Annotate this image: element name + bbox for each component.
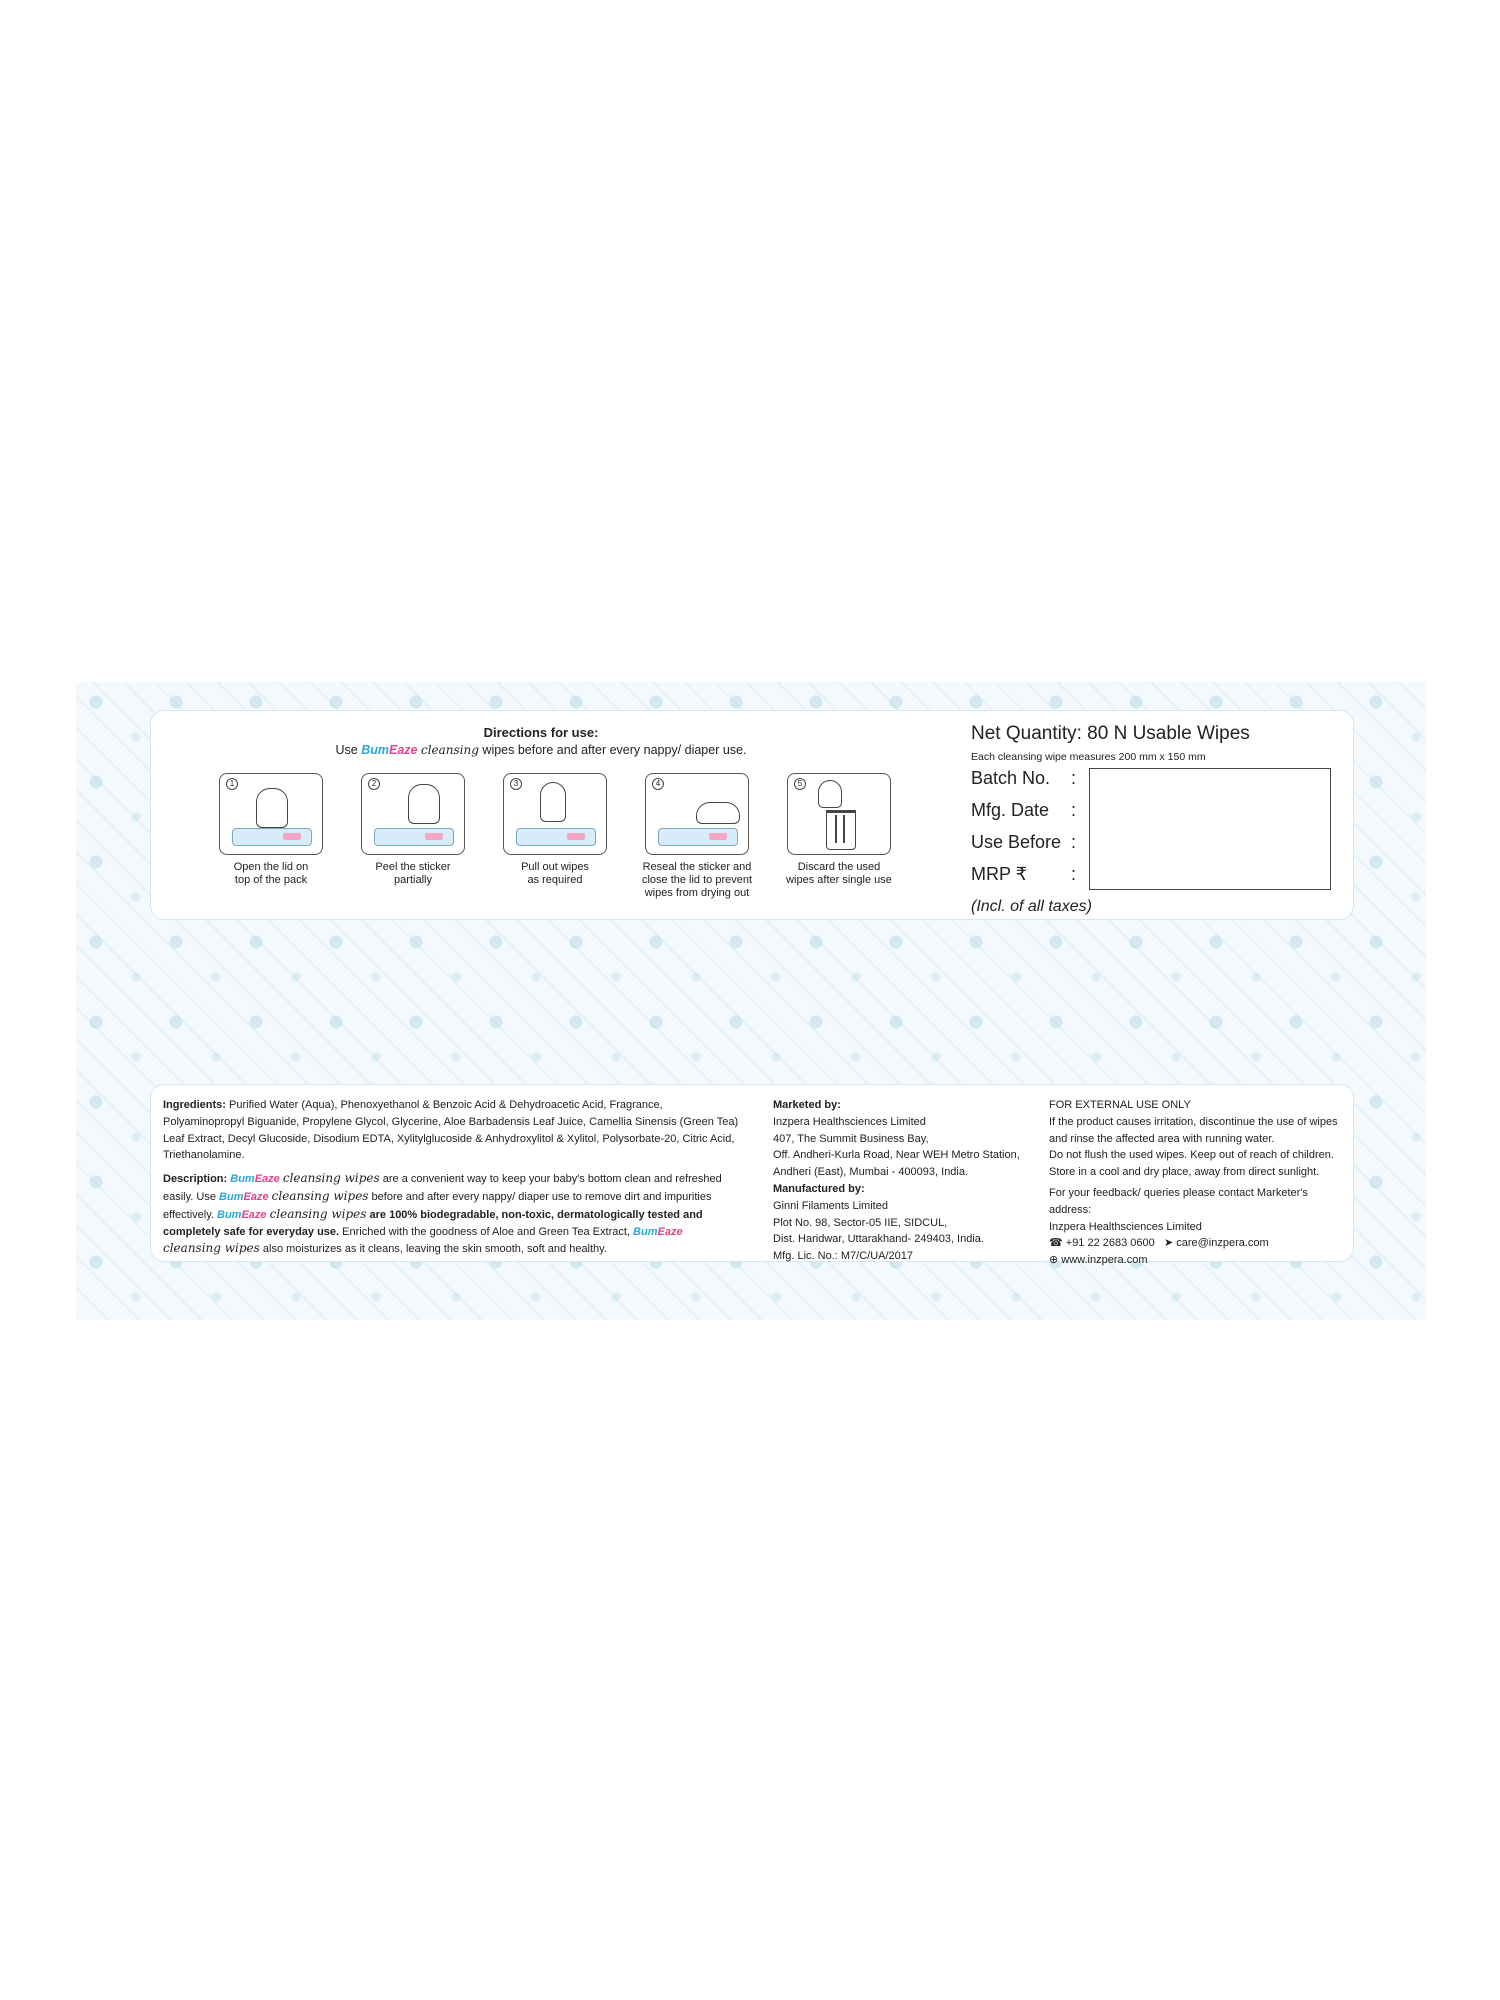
- marketed-by-label: Marketed by:: [773, 1099, 841, 1111]
- contact-line: ☎ +91 22 2683 0600 ➤ care@inzpera.com: [1049, 1237, 1269, 1250]
- step-3: [485, 773, 625, 887]
- mail-icon: ➤: [1163, 1237, 1174, 1250]
- step-5: [769, 773, 909, 887]
- batch-details-box: [1089, 768, 1331, 890]
- trash-bin-icon: [826, 810, 856, 850]
- step-caption: Discard the used wipes after single use: [786, 861, 892, 886]
- use-before-field: Use Before :: [971, 832, 1077, 852]
- step-caption: Pull out wipes as required: [521, 861, 589, 886]
- phone-icon: ☎: [1049, 1237, 1063, 1250]
- step-illustration: 5: [787, 773, 891, 855]
- mfg-date-field: Mfg. Date :: [971, 800, 1077, 820]
- info-panel: [150, 1084, 1354, 1267]
- wipes-pack-icon: [658, 828, 738, 846]
- manufactured-by-label: Manufactured by:: [773, 1182, 865, 1195]
- ingredients-column: [163, 1097, 741, 1264]
- website-line: ⊕ www.inzpera.com: [1049, 1254, 1148, 1267]
- taxes-note: (Incl. of all taxes): [971, 898, 1092, 915]
- step-illustration: 4: [645, 773, 749, 855]
- directions-panel: [150, 710, 1354, 920]
- step-illustration: 3: [503, 773, 607, 855]
- wipes-pack-icon: [516, 828, 596, 846]
- mrp-field: MRP ₹ :: [971, 864, 1077, 884]
- step-caption: Reseal the sticker and close the lid to prevent wipes from drying out: [641, 861, 753, 899]
- mfg-license: Mfg. Lic. No.: M7/C/UA/2017: [773, 1250, 913, 1263]
- step-1: [201, 773, 341, 887]
- directions-steps: [201, 773, 921, 913]
- globe-icon: ⊕: [1049, 1254, 1059, 1267]
- wipes-pack-icon: [374, 828, 454, 846]
- warnings-column: FOR EXTERNAL USE ONLY If the product causes irritation, discontinue the use of wipes and rinse the affected area with running water. Do not flush the used wipes. Keep out of reach of children. Store in a cool and dry place, away from direct sunlight. For your feedback/ queries please contact Marketer's address: Inzpera Healthsciences Limited ☎ +91 22 2683 0600 ➤ care@inzpera.com ⊕ www.inzpera.com: [1049, 1097, 1349, 1269]
- step-2: [343, 773, 483, 887]
- wipe-size: Each cleansing wipe measures 200 mm x 150 mm: [971, 751, 1206, 763]
- batch-no-field: Batch No. :: [971, 768, 1077, 788]
- step-caption: Open the lid on top of the pack: [233, 861, 309, 886]
- wipes-pack-icon: [232, 828, 312, 846]
- ingredients: Ingredients: Purified Water (Aqua), Phenoxyethanol & Benzoic Acid & Dehydroacetic Acid, Fragrance, Polyaminopropyl Biguanide, Propylene Glycol, Glycerine, Aloe Barbadensis Leaf Juice, Camellia Sinensis (Green Tea) Leaf Extract, Decyl Glucoside, Disodium EDTA, Xylitylglucoside & Anhydroxylitol & Xylitol, Polysorbate-20, Citric Acid, Triethanolamine.: [163, 1099, 739, 1162]
- manufacturer-column: Marketed by: Inzpera Healthsciences Limited 407, The Summit Business Bay, Off. Andheri-Kurla Road, Near WEH Metro Station, Andheri (East), Mumbai - 400093, India. Manufactured by: Ginni Filaments Limited Plot No. 98, Sector-05 IIE, SIDCUL, Dist. Haridwar, Uttarakhand- 249403, India. Mfg. Lic. No.: M7/C/UA/2017: [773, 1097, 1023, 1265]
- hand-icon: [256, 788, 288, 828]
- hand-icon: [696, 802, 740, 824]
- step-illustration: 2: [361, 773, 465, 855]
- hand-icon: [818, 780, 842, 808]
- brand-logo: BumEaze: [361, 743, 418, 757]
- directions-subtitle: Use BumEaze cleansing wipes before and after every nappy/ diaper use.: [335, 743, 747, 757]
- description: Description: BumEaze cleansing wipes are a convenient way to keep your baby's bottom clean and refreshed easily. Use BumEaze cleansing wipes before and after every nappy/ diaper use to remove dirt and impurities effectively. BumEaze cleansing wipes are 100% biodegradable, non-toxic, dermatologically tested and completely safe for everyday use. Enriched with the goodness of Aloe and Green Tea Extract, BumEaze cleansing wipes also moisturizes as it cleans, leaving the skin smooth, soft and healthy.: [163, 1171, 722, 1256]
- hand-icon: [540, 782, 566, 822]
- hand-icon: [408, 784, 440, 824]
- external-use-title: FOR EXTERNAL USE ONLY: [1049, 1099, 1191, 1111]
- net-quantity: Net Quantity: 80 N Usable Wipes: [971, 723, 1250, 744]
- step-illustration: 1: [219, 773, 323, 855]
- step-caption: Peel the sticker partially: [375, 861, 451, 886]
- step-4: [627, 773, 767, 900]
- directions-title: Directions for use:: [483, 725, 599, 740]
- wipes-label-sheet: [76, 682, 1426, 1320]
